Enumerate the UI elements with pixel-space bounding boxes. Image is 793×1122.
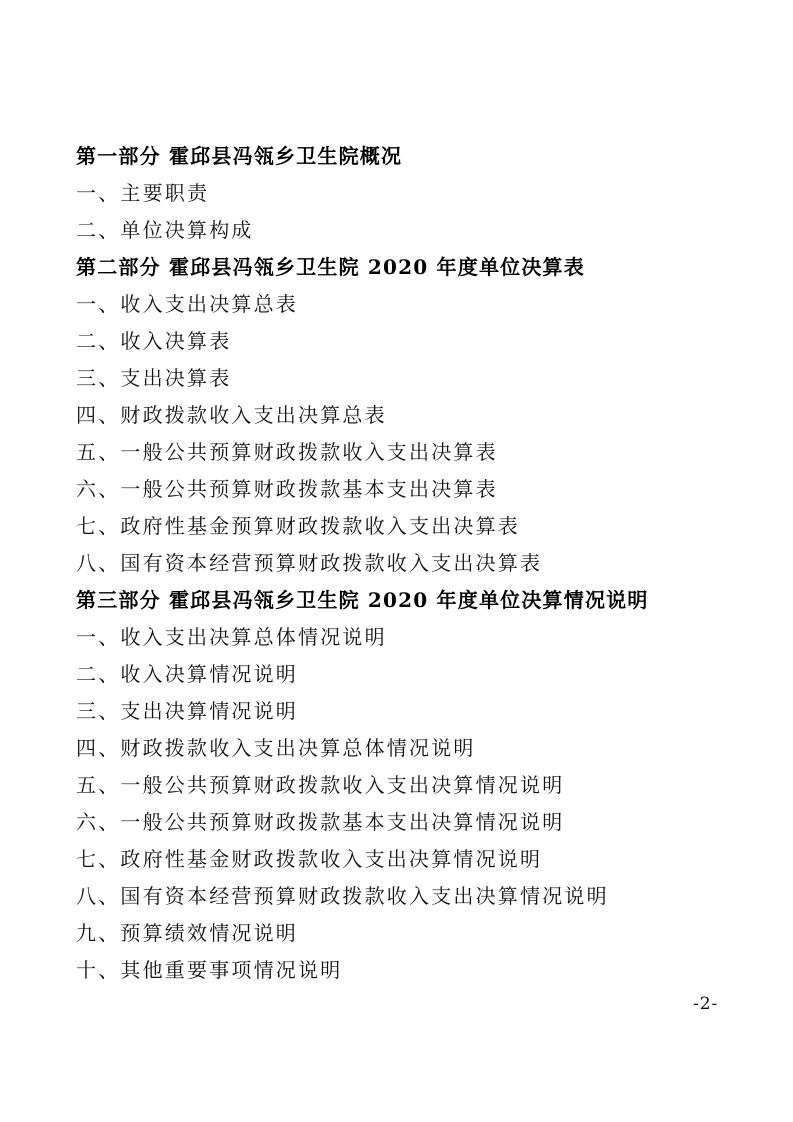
toc-item: 十、其他重要事项情况说明 — [76, 958, 343, 982]
toc-item: 五、一般公共预算财政拨款收入支出决算表 — [76, 440, 498, 464]
toc-item: 七、政府性基金预算财政拨款收入支出决算表 — [76, 514, 520, 538]
toc-item: 五、一般公共预算财政拨款收入支出决算情况说明 — [76, 773, 565, 797]
toc-item: 四、财政拨款收入支出决算总体情况说明 — [76, 736, 476, 760]
toc-item: 六、一般公共预算财政拨款基本支出决算表 — [76, 477, 498, 501]
toc-item: 三、支出决算表 — [76, 366, 232, 390]
toc-item: 一、收入支出决算总体情况说明 — [76, 625, 387, 649]
toc-item: 三、支出决算情况说明 — [76, 699, 298, 723]
toc-item: 二、收入决算情况说明 — [76, 662, 298, 686]
toc-item: 一、主要职责 — [76, 181, 210, 205]
section-heading-part-1: 第一部分 霍邱县冯瓴乡卫生院概况 — [76, 144, 403, 168]
toc-item: 六、一般公共预算财政拨款基本支出决算情况说明 — [76, 810, 565, 834]
section-heading-part-3: 第三部分 霍邱县冯瓴乡卫生院 2020 年度单位决算情况说明 — [76, 588, 649, 612]
toc-item: 七、政府性基金财政拨款收入支出决算情况说明 — [76, 847, 543, 871]
toc-item: 一、收入支出决算总表 — [76, 292, 298, 316]
toc-item: 二、收入决算表 — [76, 329, 232, 353]
toc-item: 四、财政拨款收入支出决算总表 — [76, 403, 387, 427]
section-heading-part-2: 第二部分 霍邱县冯瓴乡卫生院 2020 年度单位决算表 — [76, 255, 585, 279]
toc-item: 九、预算绩效情况说明 — [76, 921, 298, 945]
toc-item: 八、国有资本经营预算财政拨款收入支出决算表 — [76, 551, 543, 575]
page-number: -2- — [693, 994, 719, 1014]
toc-item: 二、单位决算构成 — [76, 218, 254, 242]
toc-item: 八、国有资本经营预算财政拨款收入支出决算情况说明 — [76, 884, 609, 908]
table-of-contents — [76, 138, 736, 989]
